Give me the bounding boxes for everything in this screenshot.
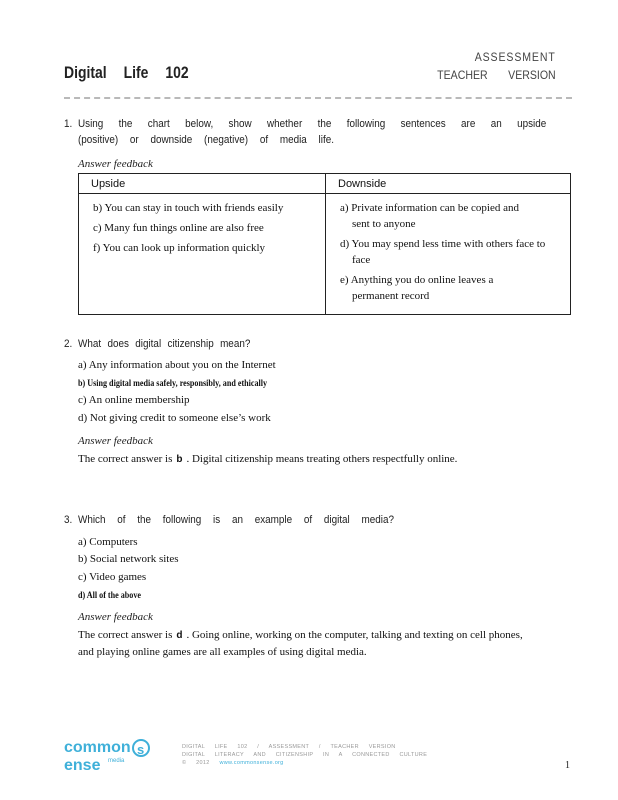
question-3-option-c: c) Video games bbox=[78, 571, 147, 583]
downside-cell bbox=[326, 194, 571, 315]
upside-cell bbox=[79, 194, 326, 315]
upside-item: b) You can stay in touch with friends easily bbox=[93, 202, 284, 214]
question-1-text-line1: Using the chart below, show whether the following sentences are an upside bbox=[78, 118, 547, 130]
footer-url-link[interactable]: www.commonsense.org bbox=[219, 760, 284, 766]
document-title: Digital Life 102 bbox=[64, 63, 189, 82]
question-1-text-line2: (positive) or downside (negative) of media life. bbox=[78, 134, 334, 146]
downside-item: e) Anything you do online leaves a permanent record bbox=[340, 274, 494, 302]
question-3-option-b: b) Social network sites bbox=[78, 553, 179, 565]
question-2-feedback-label: Answer feedback bbox=[78, 435, 153, 447]
question-2-option-d: d) Not giving credit to someone else’s work bbox=[78, 412, 271, 424]
question-3-text: Which of the following is an example of digital media? bbox=[78, 514, 394, 526]
upside-item: f) You can look up information quickly bbox=[93, 242, 266, 254]
header-divider bbox=[64, 97, 572, 99]
question-2-option-a: a) Any information about you on the Internet bbox=[78, 359, 276, 371]
teacher-version-label: TEACHER VERSION bbox=[437, 68, 556, 82]
question-2-option-b: b) Using digital media safely, responsibly, and ethically bbox=[78, 378, 268, 388]
correct-answer-letter: d bbox=[176, 630, 183, 641]
question-3-feedback-label: Answer feedback bbox=[78, 611, 153, 623]
question-3-feedback-text: The correct answer is d . Going online, working on the computer, talking and texting on cell phones, and playing online games are all examples of using digital media. bbox=[78, 629, 523, 658]
table-header-upside: Upside bbox=[79, 174, 326, 194]
footer-text bbox=[182, 743, 427, 767]
correct-answer-letter: b bbox=[176, 454, 183, 465]
question-3-number: 3. bbox=[64, 514, 73, 526]
page-number: 1 bbox=[565, 760, 570, 771]
downside-item: a) Private information can be copied and sent to anyone bbox=[340, 202, 519, 230]
table-header-downside: Downside bbox=[326, 174, 571, 194]
document-type-label bbox=[437, 48, 556, 84]
assessment-label: ASSESSMENT bbox=[475, 50, 556, 64]
question-2-option-c: c) An online membership bbox=[78, 394, 190, 406]
footer-line-3: © 2012 www.commonsense.org bbox=[182, 760, 284, 766]
common-sense-logo: common sense media bbox=[64, 739, 164, 765]
question-2-feedback-text: The correct answer is b . Digital citizenship means treating others respectfully online. bbox=[78, 453, 458, 465]
question-1-number: 1. bbox=[64, 118, 73, 130]
question-1-feedback-label: Answer feedback bbox=[78, 158, 153, 170]
question-2-text: What does digital citizenship mean? bbox=[78, 338, 251, 350]
footer-line-2: DIGITAL LITERACY AND CITIZENSHIP IN A CONNECTED CULTURE bbox=[182, 752, 428, 758]
upside-item: c) Many fun things online are also free bbox=[93, 222, 264, 234]
downside-item: d) You may spend less time with others face to face bbox=[340, 238, 546, 266]
question-2-number: 2. bbox=[64, 338, 73, 350]
footer-line-1: DIGITAL LIFE 102 / ASSESSMENT / TEACHER VERSION bbox=[182, 744, 396, 750]
answer-table bbox=[78, 173, 571, 315]
question-3-option-a: a) Computers bbox=[78, 536, 138, 548]
question-3-option-d: d) All of the above bbox=[78, 590, 142, 600]
